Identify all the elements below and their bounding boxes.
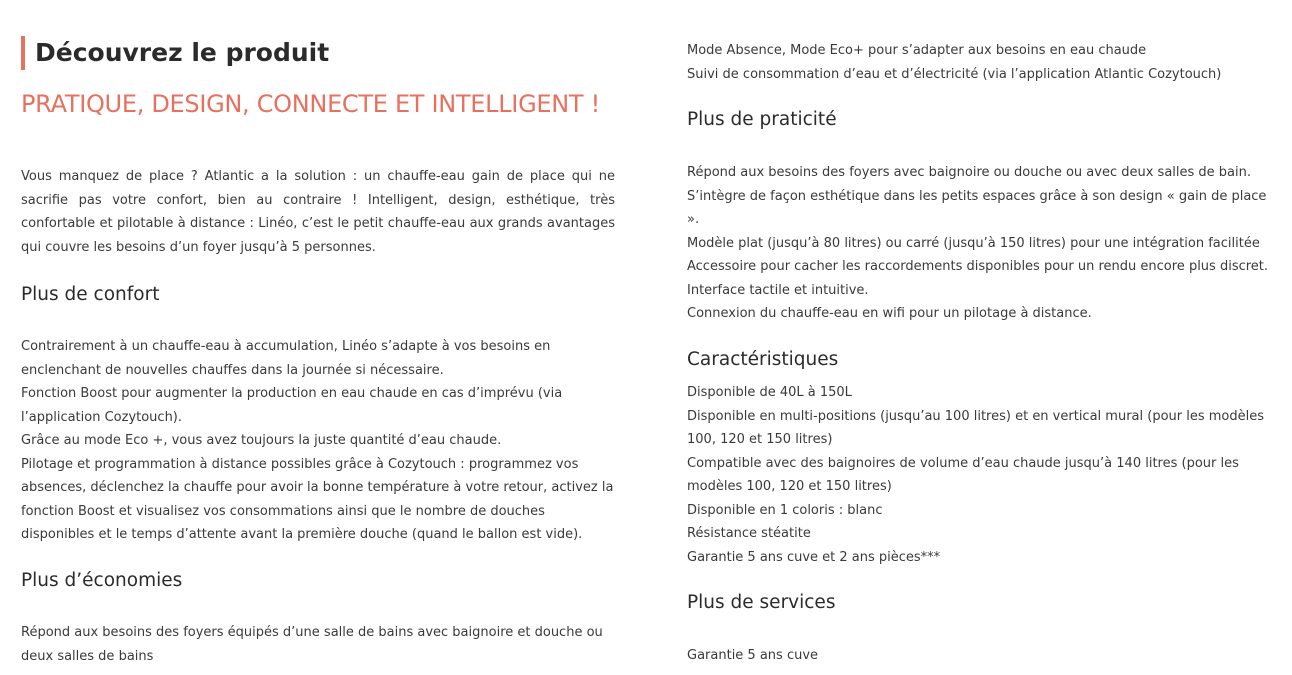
praticite-heading: Plus de praticité <box>687 109 837 130</box>
list-item: Résistance stéatite <box>687 526 811 541</box>
list-item: ». <box>687 212 700 227</box>
list-item: l’application Cozytouch). <box>21 409 183 425</box>
list-item: Interface tactile et intuitive. <box>687 282 869 298</box>
confort-list <box>21 335 615 547</box>
economies-list <box>21 621 615 668</box>
list-item: Disponible en 1 coloris : blanc <box>687 502 883 518</box>
list-item: Garantie 5 ans cuve <box>687 648 819 663</box>
list-item: Grâce au mode Eco +, vous avez toujours la juste quantité d’eau chaude. <box>21 433 502 448</box>
list-item: Garantie 5 ans cuve et 2 ans pièces*** <box>687 549 941 565</box>
list-item: S’intègre de façon esthétique dans les petits espaces grâce à son design « gain de place <box>687 188 1267 204</box>
list-item: Disponible de 40L à 150L <box>687 385 852 400</box>
caracteristiques-heading: Caractéristiques <box>687 349 839 370</box>
section-title: Découvrez le produit <box>21 36 329 70</box>
list-item: fonction Boost et visualisez vos consommations ainsi que le nombre de douches <box>21 503 545 519</box>
economies-heading: Plus d’économies <box>21 570 183 591</box>
list-item: Répond aux besoins des foyers avec baignoire ou douche ou avec deux salles de bain. <box>687 165 1251 180</box>
list-item: enclenchant de nouvelles chauffes dans la journée si nécessaire. <box>21 362 444 378</box>
list-item: Pilotage et programmation à distance possibles grâce à Cozytouch : programmez vos <box>21 456 579 472</box>
list-item: absences, déclenchez la chauffe pour avoir la bonne température à votre retour, activez la <box>21 480 614 495</box>
list-item: Compatible avec des baignoires de volume d’eau chaude jusqu’à 140 litres (pour les <box>687 455 1239 471</box>
list-item: modèles 100, 120 et 150 litres) <box>687 479 892 494</box>
eco-modes-list <box>687 39 1277 86</box>
list-item: Fonction Boost pour augmenter la production en eau chaude en cas d’imprévu (via <box>21 386 563 401</box>
product-headline: PRATIQUE, DESIGN, CONNECTE ET INTELLIGENT ! <box>21 90 600 118</box>
list-item: Modèle plat (jusqu’à 80 litres) ou carré (jusqu’à 150 litres) pour une intégration facilitée <box>687 235 1260 251</box>
list-item: Suivi de consommation d’eau et d’électricité (via l’application Atlantic Cozytouch) <box>687 66 1222 82</box>
list-item: deux salles de bains <box>21 648 154 664</box>
list-item: 100, 120 et 150 litres) <box>687 432 833 447</box>
caracteristiques-list <box>687 381 1277 569</box>
intro-paragraph: Vous manquez de place ? Atlantic a la solution : un chauffe-eau gain de place qui ne sacrifie pas votre confort, bien au contraire ! Intelligent, design, esthétique, très confortable et pilotable à distance : Linéo, c’est le petit chauffe-eau aux grands avantages qui couvre les besoins d’un foyer jusqu’à 5 personnes. <box>21 169 615 255</box>
confort-heading: Plus de confort <box>21 284 160 305</box>
list-item: Disponible en multi-positions (jusqu’au 100 litres) et en vertical mural (pour les modèles <box>687 408 1265 424</box>
list-item: Accessoire pour cacher les raccordements disponibles pour un rendu encore plus discret. <box>687 259 1269 274</box>
list-item: Répond aux besoins des foyers équipés d’une salle de bains avec baignoire et douche ou <box>21 625 603 640</box>
services-heading: Plus de services <box>687 592 836 613</box>
list-item: disponibles et le temps d’attente avant la première douche (quand le ballon est vide). <box>21 527 583 542</box>
list-item: Contrairement à un chauffe-eau à accumulation, Linéo s’adapte à vos besoins en <box>21 339 551 354</box>
list-item: Mode Absence, Mode Eco+ pour s’adapter aux besoins en eau chaude <box>687 43 1147 58</box>
list-item: Connexion du chauffe-eau en wifi pour un pilotage à distance. <box>687 306 1092 321</box>
praticite-list <box>687 161 1277 326</box>
services-list <box>687 644 1277 668</box>
